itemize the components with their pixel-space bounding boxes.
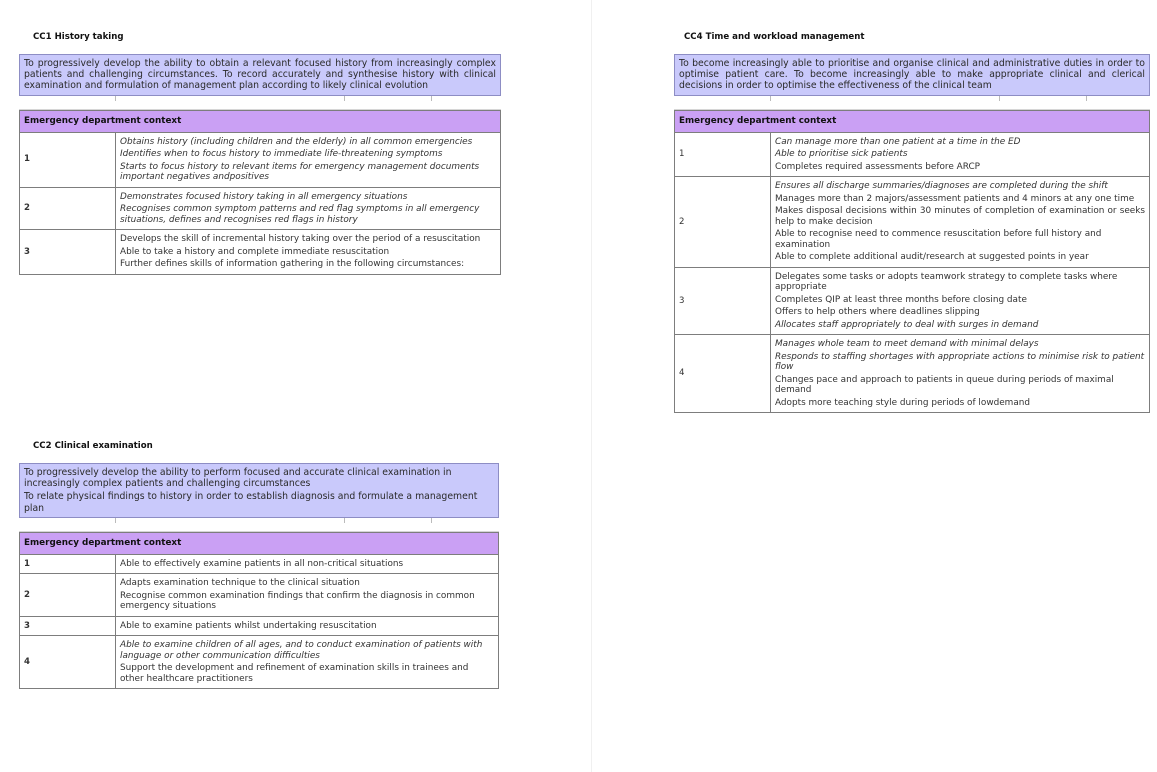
descriptor-item: Able to examine children of all ages, and to conduct examination of patients with language or other communication difficulties xyxy=(120,640,483,661)
competency-row xyxy=(20,132,501,187)
descriptor-item: Able to take a history and complete immediate resuscitation xyxy=(120,246,390,257)
cc4-title: CC4 Time and workload management xyxy=(684,32,865,42)
descriptor-item: Adapts examination technique to the clinical situation xyxy=(120,578,360,589)
level-number: 3 xyxy=(675,267,771,335)
descriptor-item: Able to prioritise sick patients xyxy=(775,149,908,160)
cc2-title: CC2 Clinical examination xyxy=(33,441,153,451)
descriptor-item: Makes disposal decisions within 30 minutes of completion of examination or seeks help to make decision xyxy=(775,206,1145,227)
cc2-divider xyxy=(19,518,499,532)
cc2-description-2: To relate physical findings to history in order to establish diagnosis and formulate a management plan xyxy=(24,491,478,514)
page-divider xyxy=(591,0,592,772)
level-descriptors xyxy=(771,132,1150,177)
cc1-context-table xyxy=(19,110,501,275)
cc2-context-table xyxy=(19,532,499,690)
cc1-section xyxy=(19,30,501,275)
level-descriptors xyxy=(771,335,1150,413)
level-number: 2 xyxy=(675,177,771,268)
competency-row xyxy=(675,132,1150,177)
cc1-context-header: Emergency department context xyxy=(20,110,501,132)
level-descriptors xyxy=(116,616,499,636)
level-descriptors xyxy=(771,267,1150,335)
cc4-context-header: Emergency department context xyxy=(675,110,1150,132)
descriptor-item: Manages whole team to meet demand with minimal delays xyxy=(775,339,1039,350)
level-number: 1 xyxy=(20,132,116,187)
cc4-description: To become increasingly able to prioritise and organise clinical and administrative duties in order to optimise patient care. To become increasingly able to make appropriate clinical and clerical decisions in order to optimise the effectiveness of the clinical team xyxy=(679,58,1145,92)
descriptor-item: Completes required assessments before ARCP xyxy=(775,161,980,172)
descriptor-item: Offers to help others where deadlines slipping xyxy=(775,307,980,318)
descriptor-item: Manages more than 2 majors/assessment patients and 4 minors at any one time xyxy=(775,193,1135,204)
level-number: 4 xyxy=(675,335,771,413)
descriptor-item: Adopts more teaching style during periods of lowdemand xyxy=(775,397,1031,408)
descriptor-item: Able to recognise need to commence resuscitation before full history and examination xyxy=(775,229,1102,250)
cc1-description: To progressively develop the ability to obtain a relevant focused history from increasingly complex patients and challenging circumstances. To record accurately and synthesise history with clinical examination and formulation of management plan according to likely clinical evolution xyxy=(24,58,496,92)
cc2-description-box xyxy=(19,463,499,518)
descriptor-item: Demonstrates focused history taking in all emergency situations xyxy=(120,191,408,202)
descriptor-item: Delegates some tasks or adopts teamwork strategy to complete tasks where appropriate xyxy=(775,271,1118,293)
level-descriptors xyxy=(116,132,501,187)
cc1-description-box xyxy=(19,54,501,96)
cc1-divider xyxy=(19,96,501,110)
level-descriptors xyxy=(771,177,1150,268)
level-descriptors xyxy=(116,230,501,275)
descriptor-item: Develops the skill of incremental history taking over the period of a resuscitation xyxy=(120,234,481,245)
cc2-description-1: To progressively develop the ability to perform focused and accurate clinical examination in increasingly complex patients and challenging circumstances xyxy=(24,467,452,490)
descriptor-item: Changes pace and approach to patients in queue during periods of maximal demand xyxy=(775,374,1114,396)
competency-row xyxy=(20,554,499,574)
competency-row xyxy=(675,267,1150,335)
level-number: 3 xyxy=(20,230,116,275)
cc4-section xyxy=(674,30,1150,413)
descriptor-item: Can manage more than one patient at a time in the ED xyxy=(775,136,1021,147)
level-number: 4 xyxy=(20,636,116,689)
competency-row xyxy=(20,616,499,636)
level-descriptors xyxy=(116,187,501,230)
descriptor-item: Able to effectively examine patients in all non-critical situations xyxy=(120,558,404,569)
level-number: 1 xyxy=(675,132,771,177)
level-number: 1 xyxy=(20,554,116,574)
competency-row xyxy=(20,636,499,689)
descriptor-item: Responds to staffing shortages with appropriate actions to minimise risk to patient flow xyxy=(775,351,1145,373)
cc2-context-header: Emergency department context xyxy=(20,532,499,554)
descriptor-item: Identifies when to focus history to immediate life-threatening symptoms xyxy=(120,149,443,160)
cc2-section xyxy=(19,439,499,689)
level-number: 2 xyxy=(20,574,116,617)
competency-row xyxy=(675,335,1150,413)
level-descriptors xyxy=(116,554,499,574)
cc4-description-box xyxy=(674,54,1150,96)
descriptor-item: Starts to focus history to relevant items for emergency management documents important negatives andpositives xyxy=(120,161,480,183)
descriptor-item: Able to complete additional audit/research at suggested points in year xyxy=(775,252,1089,263)
descriptor-item: Recognises common symptom patterns and red flag symptoms in all emergency situations, defines and recognises red flags in history xyxy=(120,204,480,225)
descriptor-item: Recognise common examination findings that confirm the diagnosis in common emergency situations xyxy=(120,590,475,612)
cc4-context-table xyxy=(674,110,1150,414)
cc1-title: CC1 History taking xyxy=(33,32,124,42)
cc4-divider xyxy=(674,96,1150,110)
competency-row xyxy=(20,574,499,617)
level-number: 3 xyxy=(20,616,116,636)
competency-row xyxy=(20,230,501,275)
descriptor-item: Able to examine patients whilst undertaking resuscitation xyxy=(120,620,377,631)
level-descriptors xyxy=(116,574,499,617)
descriptor-item: Support the development and refinement of examination skills in trainees and other healthcare practitioners xyxy=(120,663,469,684)
descriptor-item: Completes QIP at least three months before closing date xyxy=(775,294,1027,305)
level-number: 2 xyxy=(20,187,116,230)
descriptor-item: Ensures all discharge summaries/diagnoses are completed during the shift xyxy=(775,181,1108,192)
competency-row xyxy=(675,177,1150,268)
level-descriptors xyxy=(116,636,499,689)
descriptor-item: Obtains history (including children and the elderly) in all common emergencies xyxy=(120,136,473,147)
descriptor-item: Allocates staff appropriately to deal with surges in demand xyxy=(775,319,1039,330)
descriptor-item: Further defines skills of information gathering in the following circumstances: xyxy=(120,259,465,270)
competency-row xyxy=(20,187,501,230)
